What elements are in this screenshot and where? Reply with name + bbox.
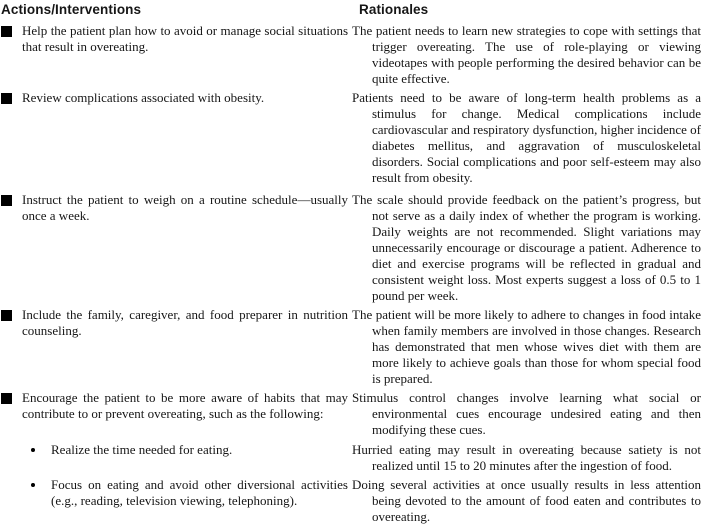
action-item <box>1 307 348 387</box>
action-subitem <box>1 442 348 474</box>
action-item <box>1 90 348 189</box>
rationale-text: Stimulus control changes involve learning what social or environmental cues encourage undesired eating and then modifying these cues. <box>352 390 701 437</box>
action-text: Focus on eating and avoid other diversional activities (e.g., reading, television viewing, telephoning). <box>51 477 348 508</box>
care-plan-row <box>1 90 701 189</box>
action-subitem <box>1 477 348 525</box>
square-bullet-icon <box>1 93 12 104</box>
action-text: Review complications associated with obesity. <box>22 90 265 105</box>
dot-bullet-icon <box>31 448 35 452</box>
care-plan-row <box>1 23 701 87</box>
rationale-text: Doing several activities at once usually results in less attention being devoted to the amount of food eaten and contributes to overeating. <box>352 477 701 524</box>
action-text: Instruct the patient to weigh on a routine schedule—usually once a week. <box>22 192 348 223</box>
table-header-row <box>1 1 701 18</box>
action-text: Help the patient plan how to avoid or manage social situations that result in overeating. <box>22 23 348 54</box>
rationale-text: Patients need to be aware of long-term health problems as a stimulus for change. Medical complications include cardiovascular and respiratory dysfunction, higher incidence of diabetes mellitus, and aggravation of musculoskeletal disorders. Social complications and poor self-esteem may also result from obesity. <box>352 90 701 185</box>
square-bullet-icon <box>1 26 12 37</box>
square-bullet-icon <box>1 310 12 321</box>
rationale-text: Hurried eating may result in overeating because satiety is not realized until 15 to 20 minutes after the ingestion of food. <box>352 442 701 473</box>
square-bullet-icon <box>1 195 12 206</box>
actions-column-header: Actions/Interventions <box>1 2 142 17</box>
action-text: Include the family, caregiver, and food preparer in nutrition counseling. <box>22 307 348 338</box>
rationale-text: The scale should provide feedback on the patient’s progress, but not serve as a daily index of whether the program is working. Daily weights are not recommended. Slight variations may unnecessarily encourage or discourage a patient. Adherence to diet and exercise programs will be reflected in gradual and consistent weight loss. Most experts suggest a loss of 0.5 to 1 pound per week. <box>352 192 701 303</box>
care-plan-row <box>1 307 701 387</box>
dot-bullet-icon <box>31 483 35 487</box>
square-bullet-icon <box>1 393 12 404</box>
care-plan-subrow <box>1 477 701 525</box>
rationale-text: The patient will be more likely to adhere to changes in food intake when family members are involved in those changes. Research has demonstrated that men whose wives diet with them are more likely to achieve goals than those for whom special food is prepared. <box>352 307 701 386</box>
action-item <box>1 192 348 304</box>
action-text: Realize the time needed for eating. <box>51 442 233 457</box>
care-plan-row <box>1 192 701 304</box>
care-plan-subrow <box>1 442 701 474</box>
action-item <box>1 23 348 87</box>
rationale-text: The patient needs to learn new strategies to cope with settings that trigger overeating. The use of role-playing or viewing videotapes with people performing the desired behavior can be quite effective. <box>352 23 701 86</box>
rationales-column-header: Rationales <box>359 2 429 17</box>
action-text: Encourage the patient to be more aware of habits that may contribute to or prevent overeating, such as the following: <box>22 390 348 421</box>
care-plan-row <box>1 390 701 439</box>
action-item <box>1 390 348 439</box>
